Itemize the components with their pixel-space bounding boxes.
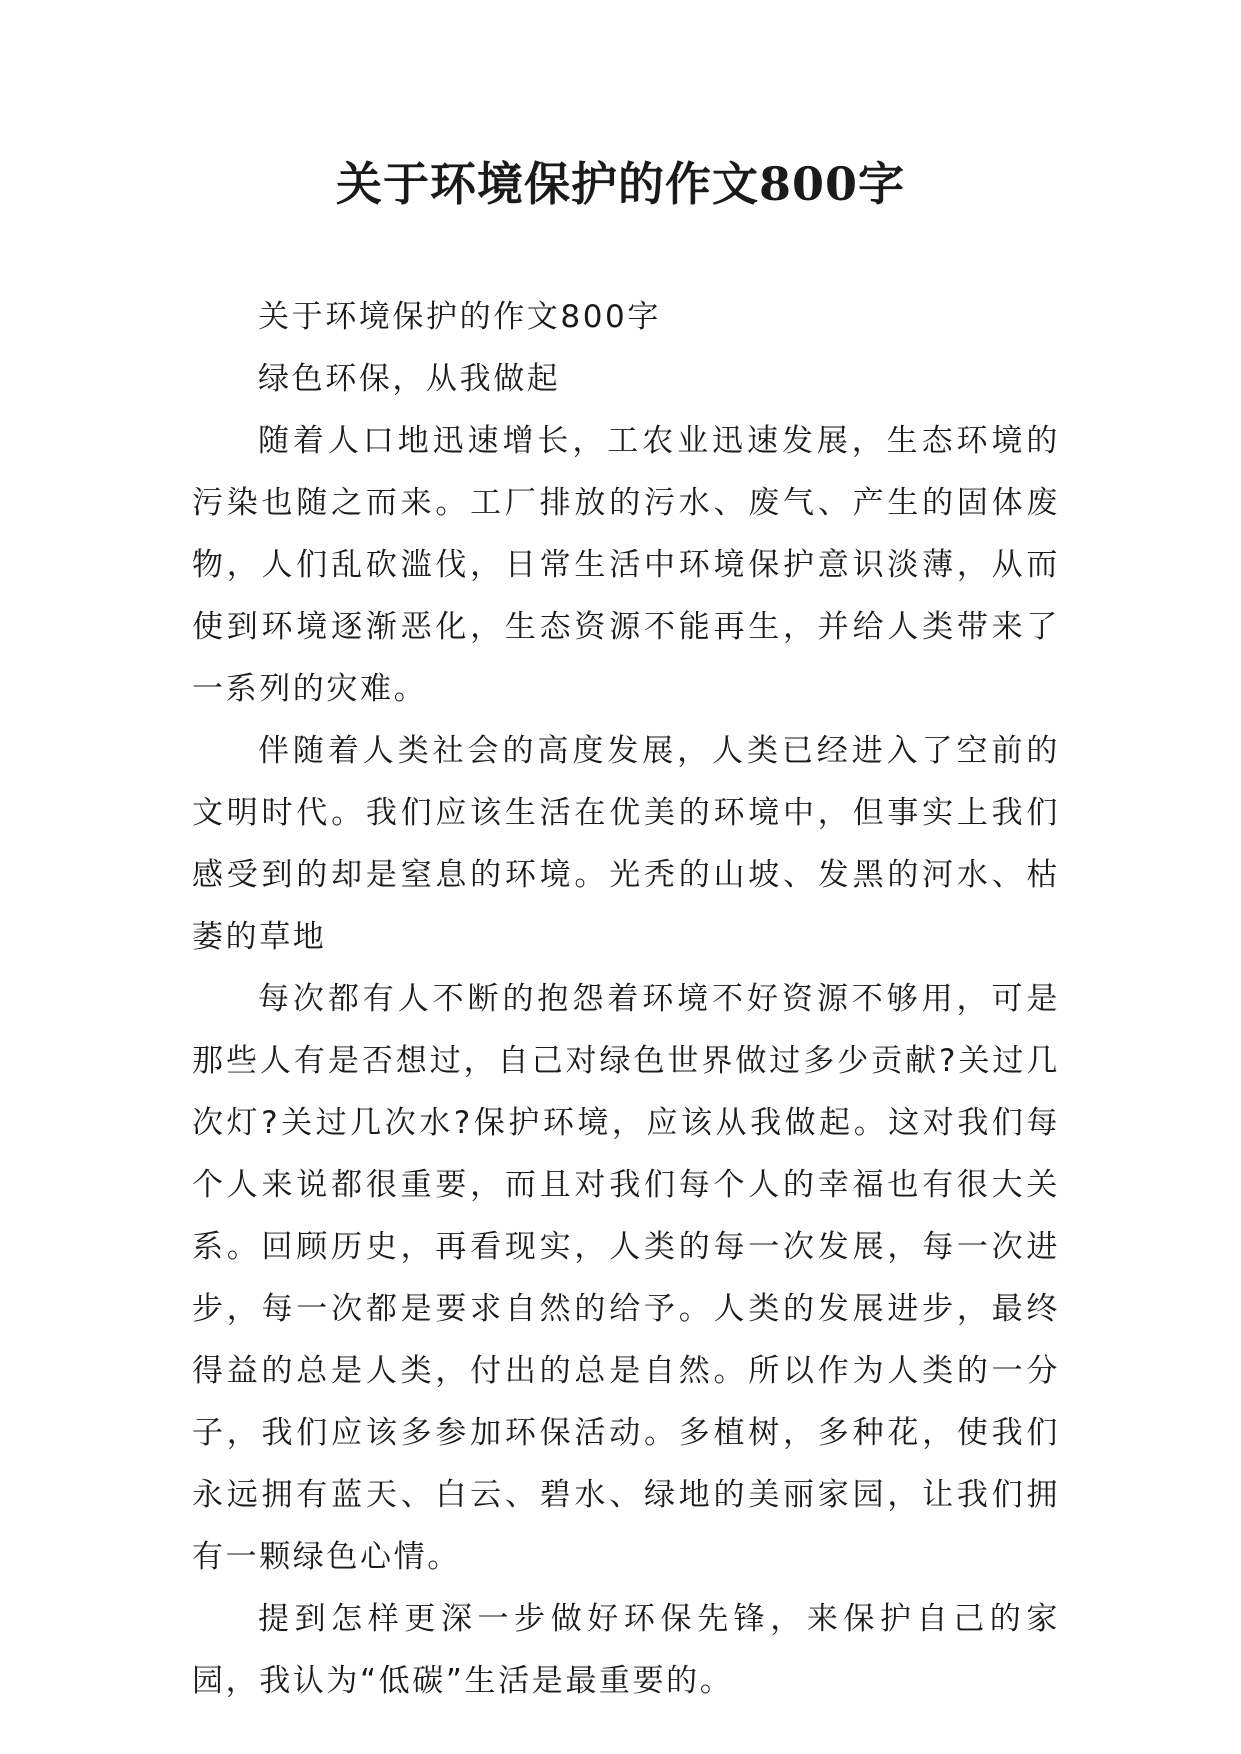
paragraph: 伴随着人类社会的高度发展，人类已经进入了空前的文明时代。我们应该生活在优美的环境中，但事实上我们感受到的却是窒息的环境。光秃的山坡、发黑的河水、枯萎的草地 [192,733,1060,955]
document-body [192,286,1060,1712]
paragraph: 提到怎样更深一步做好环保先锋，来保护自己的家园，我认为“低碳”生活是最重要的。 [192,1601,1060,1699]
paragraph-heading: 绿色环保，从我做起 [258,361,561,397]
paragraph: 每次都有人不断的抱怨着环境不好资源不够用，可是那些人有是否想过，自己对绿色世界做过多少贡献?关过几次灯?关过几次水?保护环境，应该从我做起。这对我们每个人来说都很重要，而且对我们每个人的幸福也有很大关系。回顾历史，再看现实，人类的每一次发展，每一次进步，每一次都是要求自然的给予。人类的发展进步，最终得益的总是人类，付出的总是自然。所以作为人类的一分子，我们应该多参加环保活动。多植树，多种花，使我们永远拥有蓝天、白云、碧水、绿地的美丽家园，让我们拥有一颗绿色心情。 [192,981,1060,1575]
document-title: 关于环境保护的作文800字 [335,157,906,211]
paragraph: 随着人口地迅速增长，工农业迅速发展，生态环境的污染也随之而来。工厂排放的污水、废气、产生的固体废物，人们乱砍滥伐，日常生活中环境保护意识淡薄，从而使到环境逐渐恶化，生态资源不能再生，并给人类带来了一系列的灾难。 [192,423,1060,707]
paragraph-subtitle: 关于环境保护的作文800字 [258,299,661,335]
